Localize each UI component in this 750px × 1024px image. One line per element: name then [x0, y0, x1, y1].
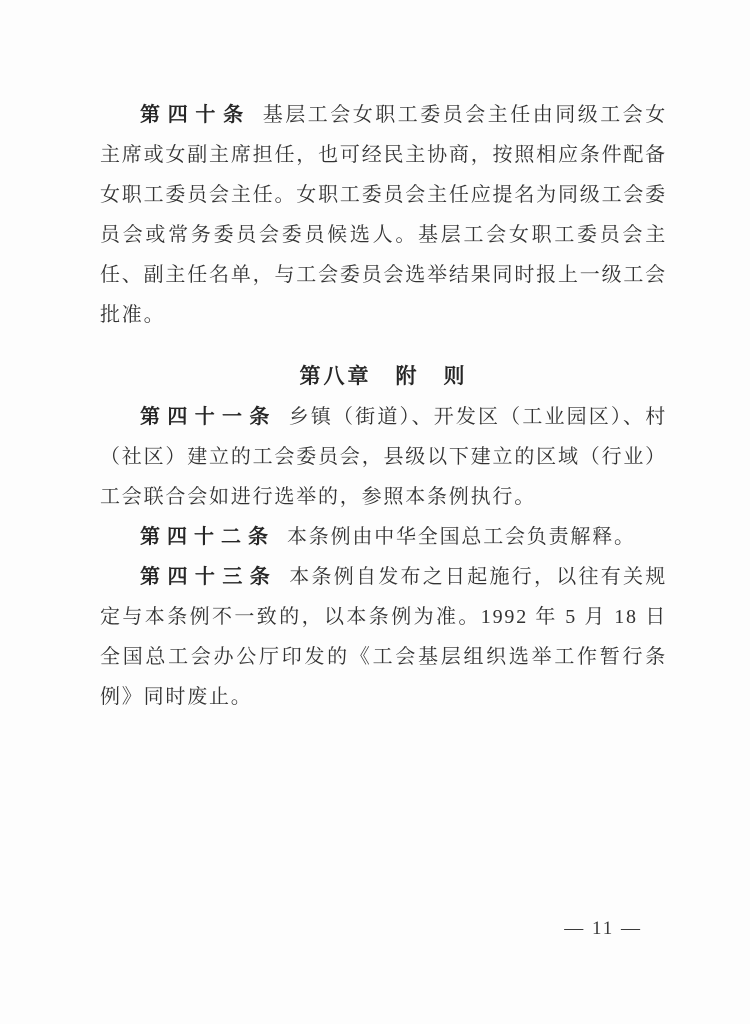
article-42-number: 第四十二条 [140, 526, 275, 548]
chapter-heading: 第八章 附 则 [299, 365, 468, 388]
article-41-number: 第四十一条 [140, 406, 277, 428]
article-40-number: 第四十条 [140, 104, 251, 126]
page-number: — 11 — [564, 918, 642, 939]
article-43-paragraph [100, 557, 667, 717]
article-43-number: 第四十三条 [140, 566, 278, 588]
page-content [100, 95, 667, 717]
article-43-text: 本条例自发布之日起施行，以往有关规定与本条例不一致的，以本条例为准。1992 年 5 月 18 日全国总工会办公厅印发的《工会基层组织选举工作暂行条例》同时废止。 [100, 566, 668, 708]
article-40-text: 基层工会女职工委员会主任由同级工会女主席或女副主席担任，也可经民主协商，按照相应条件配备女职工委员会主任。女职工委员会主任应提名为同级工会委员会或常务委员会委员候选人。基层工会女职工委员会主任、副主任名单，与工会委员会选举结果同时报上一级工会批准。 [100, 104, 667, 326]
article-40-paragraph [100, 95, 667, 335]
article-41-text: 乡镇（街道）、开发区（工业园区）、村（社区）建立的工会委员会，县级以下建立的区域（行业）工会联合会如进行选举的，参照本条例执行。 [100, 406, 668, 508]
article-42-text: 本条例由中华全国总工会负责解释。 [287, 526, 636, 548]
article-42-paragraph [100, 517, 667, 557]
article-41-paragraph [100, 397, 667, 517]
